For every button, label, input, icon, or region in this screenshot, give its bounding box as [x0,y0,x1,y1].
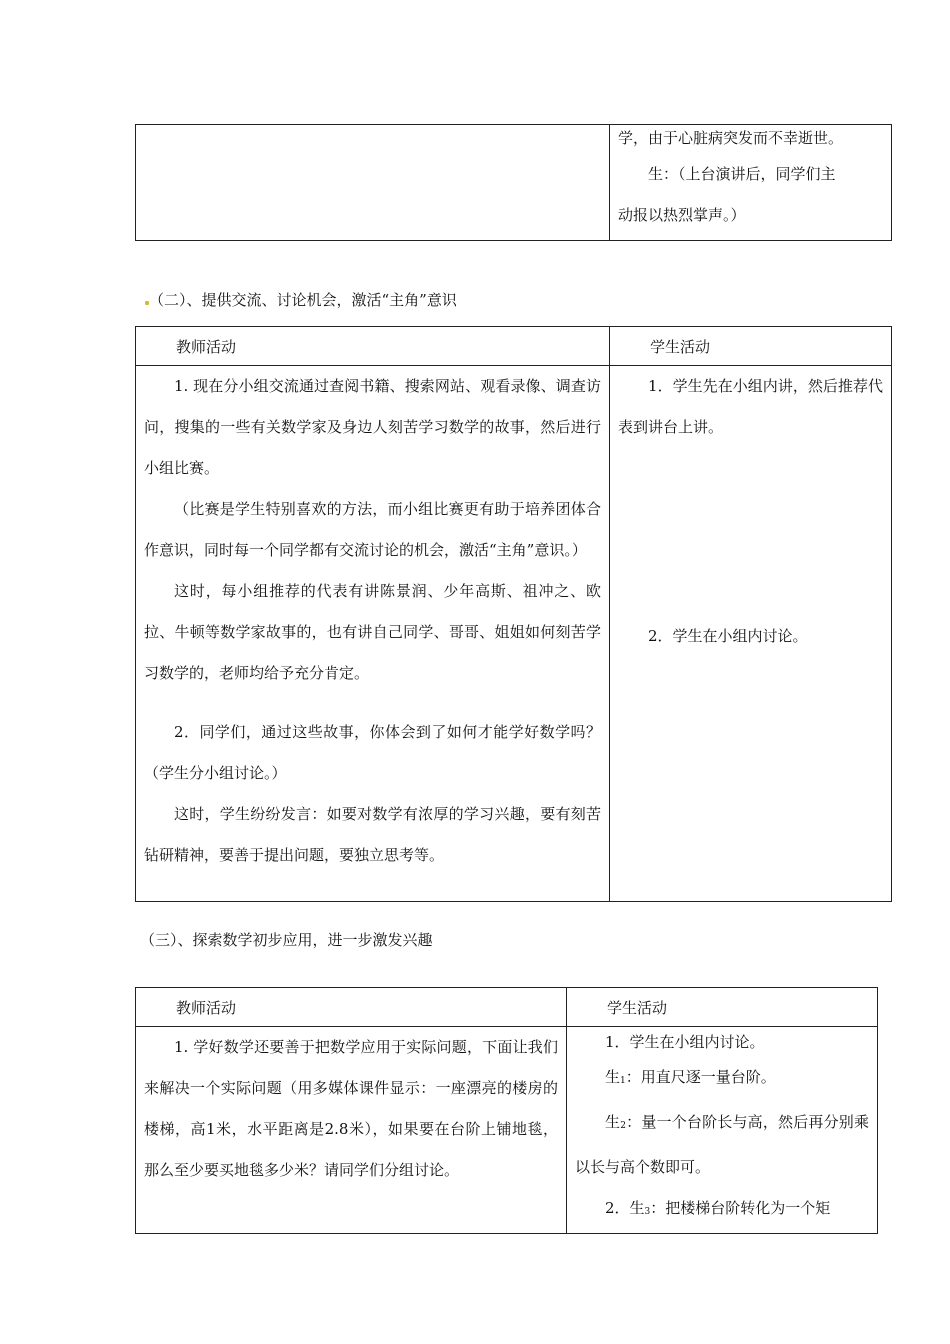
header-teacher: 教师活动 [136,327,610,366]
teacher-cell [136,366,610,902]
student-cell [610,366,892,902]
teacher-text: 1. 学好数学还要善于把数学应用于实际问题，下面让我们来解决一个实际问题（用多媒体课件显示：一座漂亮的楼房的楼梯，高1米，水平距离是2.8米），如果要在台阶上铺地毯，那么至少要买地毯多少米？请同学们分组讨论。 [144,1038,558,1179]
teacher-text: 1. 现在分小组交流通过查阅书籍、搜索网站、观看录像、调查访问，搜集的一些有关数学家及身边人刻苦学习数学的故事，然后进行小组比赛。 [144,377,601,477]
student-cell [610,125,892,241]
subscript: 3 [644,1207,651,1217]
student-text [575,1102,869,1188]
teacher-text: （比赛是学生特别喜欢的方法，而小组比赛更有助于培养团体合作意识，同时每一个同学都有交流讨论的机会，激活“主角”意识。） [144,500,601,559]
subscript: 2 [620,1121,626,1131]
teacher-cell-empty [136,125,610,241]
student-cell [567,1027,878,1234]
section-heading-3: （三）、探索数学初步应用，进一步激发兴趣 [140,931,433,949]
student-text: 1．学生在小组内讨论。 [605,1033,765,1051]
table-continued [135,124,892,241]
header-student: 学生活动 [567,988,878,1027]
table-row [136,125,892,241]
activity-table-3 [135,987,878,1234]
student-label: 生 [605,1068,621,1086]
student-text [575,1188,869,1233]
table-header-row [136,327,892,366]
section-heading-2: （二）、提供交流、讨论机会，激活“主角”意识 [149,291,457,309]
activity-table-2 [135,326,892,902]
student-text-body: ：把楼梯台阶转化为一个矩 [650,1199,831,1217]
table-row [136,366,892,902]
student-text [575,1057,869,1102]
header-student: 学生活动 [610,327,892,366]
student-text: 动报以热烈掌声。） [618,206,746,224]
teacher-cell [136,1027,567,1234]
student-text: 2．学生在小组内讨论。 [648,627,808,645]
student-text-body: ：用直尺逐一量台阶。 [625,1068,776,1086]
header-teacher: 教师活动 [136,988,567,1027]
student-text: 生：（上台演讲后，同学们主 [648,165,836,183]
student-label: 生 [605,1113,621,1131]
student-text: 1．学生先在小组内讲，然后推荐代表到讲台上讲。 [618,377,883,436]
teacher-text: 2．同学们，通过这些故事，你体会到了如何才能学好数学吗？（学生分小组讨论。） [144,723,601,782]
student-label: 2．生 [605,1199,645,1217]
table-header-row [136,988,878,1027]
student-text-body: ：量一个台阶长与高，然后再分别乘以长与高个数即可。 [575,1113,869,1176]
teacher-text: 这时，每小组推荐的代表有讲陈景润、少年高斯、祖冲之、欧拉、牛顿等数学家故事的，也有讲自己同学、哥哥、姐姐如何刻苦学习数学的，老师均给予充分肯定。 [144,582,601,682]
subscript: 1 [620,1076,626,1086]
student-text: 学，由于心脏病突发而不幸逝世。 [618,129,844,147]
table-row [136,1027,878,1234]
teacher-text: 这时，学生纷纷发言：如要对数学有浓厚的学习兴趣，要有刻苦钻研精神，要善于提出问题，要独立思考等。 [144,805,601,864]
